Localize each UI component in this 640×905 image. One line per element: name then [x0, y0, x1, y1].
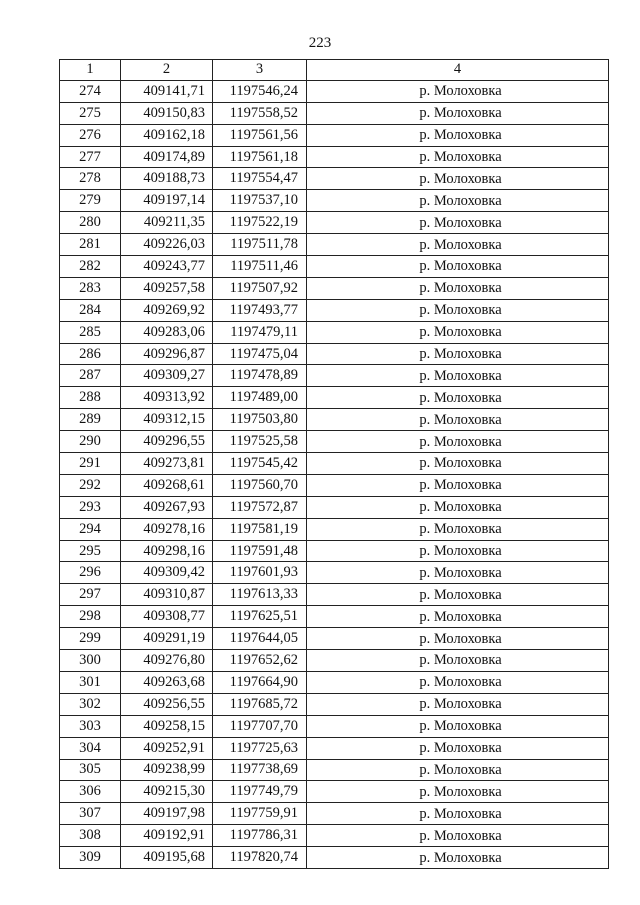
table-row	[60, 124, 609, 146]
point-number-cell: 295	[60, 540, 121, 562]
y-coordinate-cell: 1197685,72	[213, 693, 307, 715]
description-cell: р. Молоховка	[307, 540, 609, 562]
y-coordinate-cell: 1197511,78	[213, 234, 307, 256]
x-coordinate-cell: 409188,73	[121, 168, 213, 190]
x-coordinate-cell: 409296,87	[121, 343, 213, 365]
description-cell: р. Молоховка	[307, 343, 609, 365]
table-row	[60, 518, 609, 540]
x-coordinate-cell: 409197,14	[121, 190, 213, 212]
x-coordinate-cell: 409309,27	[121, 365, 213, 387]
y-coordinate-cell: 1197507,92	[213, 277, 307, 299]
x-coordinate-cell: 409263,68	[121, 671, 213, 693]
table-row	[60, 737, 609, 759]
point-number-cell: 288	[60, 387, 121, 409]
point-number-cell: 285	[60, 321, 121, 343]
x-coordinate-cell: 409256,55	[121, 693, 213, 715]
description-cell: р. Молоховка	[307, 190, 609, 212]
point-number-cell: 307	[60, 803, 121, 825]
description-cell: р. Молоховка	[307, 781, 609, 803]
table-row	[60, 343, 609, 365]
page-number: 223	[308, 35, 332, 51]
coordinates-table	[59, 59, 609, 869]
y-coordinate-cell: 1197572,87	[213, 496, 307, 518]
table-row	[60, 825, 609, 847]
description-cell: р. Молоховка	[307, 124, 609, 146]
y-coordinate-cell: 1197537,10	[213, 190, 307, 212]
table-row	[60, 277, 609, 299]
x-coordinate-cell: 409268,61	[121, 474, 213, 496]
y-coordinate-cell: 1197525,58	[213, 431, 307, 453]
description-cell: р. Молоховка	[307, 671, 609, 693]
point-number-cell: 306	[60, 781, 121, 803]
table-row	[60, 387, 609, 409]
point-number-cell: 296	[60, 562, 121, 584]
description-cell: р. Молоховка	[307, 496, 609, 518]
table-row	[60, 80, 609, 102]
y-coordinate-cell: 1197479,11	[213, 321, 307, 343]
description-cell: р. Молоховка	[307, 715, 609, 737]
point-number-cell: 305	[60, 759, 121, 781]
point-number-cell: 279	[60, 190, 121, 212]
y-coordinate-cell: 1197725,63	[213, 737, 307, 759]
description-cell: р. Молоховка	[307, 759, 609, 781]
y-coordinate-cell: 1197625,51	[213, 606, 307, 628]
table-row	[60, 212, 609, 234]
description-cell: р. Молоховка	[307, 606, 609, 628]
description-cell: р. Молоховка	[307, 628, 609, 650]
table-row	[60, 234, 609, 256]
x-coordinate-cell: 409257,58	[121, 277, 213, 299]
point-number-cell: 274	[60, 80, 121, 102]
x-coordinate-cell: 409197,98	[121, 803, 213, 825]
x-coordinate-cell: 409258,15	[121, 715, 213, 737]
description-cell: р. Молоховка	[307, 365, 609, 387]
y-coordinate-cell: 1197601,93	[213, 562, 307, 584]
x-coordinate-cell: 409141,71	[121, 80, 213, 102]
y-coordinate-cell: 1197503,80	[213, 409, 307, 431]
x-coordinate-cell: 409238,99	[121, 759, 213, 781]
description-cell: р. Молоховка	[307, 387, 609, 409]
y-coordinate-cell: 1197759,91	[213, 803, 307, 825]
point-number-cell: 291	[60, 453, 121, 475]
description-cell: р. Молоховка	[307, 256, 609, 278]
table-row	[60, 847, 609, 869]
x-coordinate-cell: 409312,15	[121, 409, 213, 431]
x-coordinate-cell: 409273,81	[121, 453, 213, 475]
table-row	[60, 759, 609, 781]
point-number-cell: 301	[60, 671, 121, 693]
x-coordinate-cell: 409226,03	[121, 234, 213, 256]
description-cell: р. Молоховка	[307, 847, 609, 869]
description-cell: р. Молоховка	[307, 803, 609, 825]
y-coordinate-cell: 1197554,47	[213, 168, 307, 190]
point-number-cell: 283	[60, 277, 121, 299]
description-cell: р. Молоховка	[307, 321, 609, 343]
x-coordinate-cell: 409150,83	[121, 102, 213, 124]
description-cell: р. Молоховка	[307, 80, 609, 102]
column-header-2: 2	[121, 60, 213, 81]
y-coordinate-cell: 1197707,70	[213, 715, 307, 737]
description-cell: р. Молоховка	[307, 431, 609, 453]
x-coordinate-cell: 409309,42	[121, 562, 213, 584]
table-row	[60, 650, 609, 672]
y-coordinate-cell: 1197475,04	[213, 343, 307, 365]
table-row	[60, 715, 609, 737]
point-number-cell: 298	[60, 606, 121, 628]
x-coordinate-cell: 409192,91	[121, 825, 213, 847]
x-coordinate-cell: 409308,77	[121, 606, 213, 628]
table-row	[60, 299, 609, 321]
y-coordinate-cell: 1197749,79	[213, 781, 307, 803]
description-cell: р. Молоховка	[307, 453, 609, 475]
y-coordinate-cell: 1197511,46	[213, 256, 307, 278]
point-number-cell: 284	[60, 299, 121, 321]
point-number-cell: 294	[60, 518, 121, 540]
table-row	[60, 693, 609, 715]
point-number-cell: 309	[60, 847, 121, 869]
y-coordinate-cell: 1197664,90	[213, 671, 307, 693]
point-number-cell: 275	[60, 102, 121, 124]
table-row	[60, 803, 609, 825]
table-row	[60, 562, 609, 584]
y-coordinate-cell: 1197820,74	[213, 847, 307, 869]
x-coordinate-cell: 409211,35	[121, 212, 213, 234]
point-number-cell: 300	[60, 650, 121, 672]
y-coordinate-cell: 1197561,56	[213, 124, 307, 146]
point-number-cell: 282	[60, 256, 121, 278]
point-number-cell: 277	[60, 146, 121, 168]
table-row	[60, 431, 609, 453]
description-cell: р. Молоховка	[307, 518, 609, 540]
point-number-cell: 292	[60, 474, 121, 496]
column-header-1: 1	[60, 60, 121, 81]
description-cell: р. Молоховка	[307, 234, 609, 256]
table-header	[60, 60, 609, 81]
y-coordinate-cell: 1197561,18	[213, 146, 307, 168]
description-cell: р. Молоховка	[307, 299, 609, 321]
table-row	[60, 628, 609, 650]
description-cell: р. Молоховка	[307, 693, 609, 715]
x-coordinate-cell: 409278,16	[121, 518, 213, 540]
x-coordinate-cell: 409276,80	[121, 650, 213, 672]
x-coordinate-cell: 409252,91	[121, 737, 213, 759]
point-number-cell: 289	[60, 409, 121, 431]
point-number-cell: 276	[60, 124, 121, 146]
table-row	[60, 321, 609, 343]
column-header-3: 3	[213, 60, 307, 81]
point-number-cell: 280	[60, 212, 121, 234]
table-row	[60, 409, 609, 431]
y-coordinate-cell: 1197522,19	[213, 212, 307, 234]
table-row	[60, 190, 609, 212]
x-coordinate-cell: 409313,92	[121, 387, 213, 409]
point-number-cell: 299	[60, 628, 121, 650]
y-coordinate-cell: 1197558,52	[213, 102, 307, 124]
description-cell: р. Молоховка	[307, 584, 609, 606]
point-number-cell: 302	[60, 693, 121, 715]
point-number-cell: 287	[60, 365, 121, 387]
description-cell: р. Молоховка	[307, 277, 609, 299]
x-coordinate-cell: 409215,30	[121, 781, 213, 803]
table-body	[60, 80, 609, 868]
description-cell: р. Молоховка	[307, 825, 609, 847]
description-cell: р. Молоховка	[307, 409, 609, 431]
table-row	[60, 671, 609, 693]
description-cell: р. Молоховка	[307, 168, 609, 190]
x-coordinate-cell: 409243,77	[121, 256, 213, 278]
table-row	[60, 168, 609, 190]
table-row	[60, 781, 609, 803]
table-row	[60, 584, 609, 606]
x-coordinate-cell: 409174,89	[121, 146, 213, 168]
table-row	[60, 256, 609, 278]
point-number-cell: 303	[60, 715, 121, 737]
table-row	[60, 606, 609, 628]
description-cell: р. Молоховка	[307, 650, 609, 672]
table-row	[60, 453, 609, 475]
table-row	[60, 540, 609, 562]
header-row	[60, 60, 609, 81]
y-coordinate-cell: 1197591,48	[213, 540, 307, 562]
y-coordinate-cell: 1197652,62	[213, 650, 307, 672]
description-cell: р. Молоховка	[307, 474, 609, 496]
description-cell: р. Молоховка	[307, 212, 609, 234]
y-coordinate-cell: 1197545,42	[213, 453, 307, 475]
table-row	[60, 146, 609, 168]
x-coordinate-cell: 409283,06	[121, 321, 213, 343]
x-coordinate-cell: 409291,19	[121, 628, 213, 650]
y-coordinate-cell: 1197560,70	[213, 474, 307, 496]
y-coordinate-cell: 1197493,77	[213, 299, 307, 321]
point-number-cell: 293	[60, 496, 121, 518]
x-coordinate-cell: 409269,92	[121, 299, 213, 321]
x-coordinate-cell: 409298,16	[121, 540, 213, 562]
description-cell: р. Молоховка	[307, 146, 609, 168]
y-coordinate-cell: 1197546,24	[213, 80, 307, 102]
point-number-cell: 278	[60, 168, 121, 190]
y-coordinate-cell: 1197489,00	[213, 387, 307, 409]
point-number-cell: 297	[60, 584, 121, 606]
x-coordinate-cell: 409162,18	[121, 124, 213, 146]
y-coordinate-cell: 1197581,19	[213, 518, 307, 540]
x-coordinate-cell: 409267,93	[121, 496, 213, 518]
y-coordinate-cell: 1197644,05	[213, 628, 307, 650]
y-coordinate-cell: 1197786,31	[213, 825, 307, 847]
table-row	[60, 474, 609, 496]
point-number-cell: 308	[60, 825, 121, 847]
description-cell: р. Молоховка	[307, 737, 609, 759]
point-number-cell: 290	[60, 431, 121, 453]
description-cell: р. Молоховка	[307, 102, 609, 124]
table-row	[60, 102, 609, 124]
point-number-cell: 286	[60, 343, 121, 365]
y-coordinate-cell: 1197478,89	[213, 365, 307, 387]
point-number-cell: 304	[60, 737, 121, 759]
point-number-cell: 281	[60, 234, 121, 256]
table-row	[60, 496, 609, 518]
y-coordinate-cell: 1197613,33	[213, 584, 307, 606]
description-cell: р. Молоховка	[307, 562, 609, 584]
column-header-4: 4	[307, 60, 609, 81]
y-coordinate-cell: 1197738,69	[213, 759, 307, 781]
x-coordinate-cell: 409296,55	[121, 431, 213, 453]
x-coordinate-cell: 409195,68	[121, 847, 213, 869]
table-row	[60, 365, 609, 387]
x-coordinate-cell: 409310,87	[121, 584, 213, 606]
